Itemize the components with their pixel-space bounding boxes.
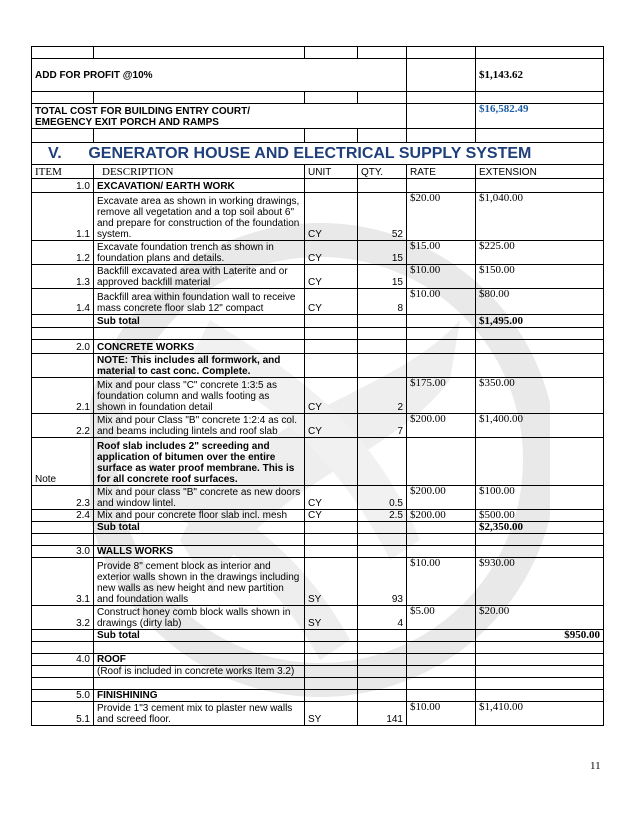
item-qty: 2: [358, 378, 407, 414]
note-text: Roof slab includes 2" screeding and application of bitumen over the entire surface as water proof membrane. This is for all concrete roof surfaces.: [94, 438, 305, 486]
total-cost-amount: $16,582.49: [476, 104, 604, 129]
item-unit: CY: [305, 486, 358, 510]
subtotal-amount: $1,495.00: [476, 315, 604, 328]
item-rate: $5.00: [407, 606, 476, 630]
subtotal-label: Sub total: [94, 522, 305, 534]
item-description: Mix and pour class "B" concrete as new doors and window lintel.: [94, 486, 305, 510]
note-row: [32, 354, 604, 378]
item-number: 1.3: [32, 265, 94, 289]
item-extension: $1,400.00: [476, 414, 604, 438]
section-title: V. GENERATOR HOUSE AND ELECTRICAL SUPPLY SYSTEM: [32, 143, 604, 165]
item-description: Excavate foundation trench as shown in foundation plans and details.: [94, 241, 305, 265]
blank-row: [32, 642, 604, 654]
item-description: Mix and pour class "C" concrete 1:3:5 as foundation column and walls footing as shown in foundation detail: [94, 378, 305, 414]
item-extension: $1,410.00: [476, 702, 604, 726]
table-row: [32, 193, 604, 241]
subtotal-amount: $950.00: [476, 630, 604, 642]
note-row: [32, 438, 604, 486]
item-qty: 4: [358, 606, 407, 630]
section-heading-row: [32, 179, 604, 193]
item-extension: $1,040.00: [476, 193, 604, 241]
item-extension: $20.00: [476, 606, 604, 630]
item-description: Provide 1"3 cement mix to plaster new walls and screed floor.: [94, 702, 305, 726]
item-description: Excavate area as shown in working drawings, remove all vegetation and a top soil about 6" and prepare for construction of the foundation system.: [94, 193, 305, 241]
item-description: Mix and pour concrete floor slab incl. mesh: [94, 510, 305, 522]
page-number: 11: [590, 760, 601, 772]
item-description: Provide 8" cement block as interior and exterior walls shown in the drawings including new walls as new height and new partition and foundation walls: [94, 558, 305, 606]
item-unit: SY: [305, 606, 358, 630]
item-description: FINISHINING: [94, 690, 305, 702]
item-unit: CY: [305, 414, 358, 438]
item-rate: $200.00: [407, 414, 476, 438]
item-rate: $200.00: [407, 486, 476, 510]
item-number: 2.4: [32, 510, 94, 522]
section-heading-row: [32, 546, 604, 558]
item-unit: SY: [305, 558, 358, 606]
section-title-row: [32, 143, 604, 165]
header-unit: UNIT: [305, 165, 358, 179]
item-unit: CY: [305, 241, 358, 265]
table-row: [32, 289, 604, 315]
item-qty: 2.5: [358, 510, 407, 522]
item-unit: CY: [305, 378, 358, 414]
item-qty: 15: [358, 265, 407, 289]
section-heading-row: [32, 340, 604, 354]
item-extension: $100.00: [476, 486, 604, 510]
item-description: Backfill area within foundation wall to receive mass concrete floor slab 12" compact: [94, 289, 305, 315]
item-rate: $20.00: [407, 193, 476, 241]
table-row: [32, 558, 604, 606]
profit-row: [32, 59, 604, 92]
total-cost-label: TOTAL COST FOR BUILDING ENTRY COURT/ EMEGENCY EXIT PORCH AND RAMPS: [32, 104, 407, 129]
remark-row: [32, 666, 604, 678]
item-qty: 15: [358, 241, 407, 265]
profit-label: ADD FOR PROFIT @10%: [32, 59, 407, 92]
item-description: EXCAVATION/ EARTH WORK: [94, 179, 305, 193]
item-extension: $500.00: [476, 510, 604, 522]
item-extension: $225.00: [476, 241, 604, 265]
profit-amount: $1,143.62: [476, 59, 604, 92]
note-label: Note: [32, 438, 94, 486]
item-number: 2.3: [32, 486, 94, 510]
item-extension: $150.00: [476, 265, 604, 289]
table-row: [32, 378, 604, 414]
subtotal-row: [32, 315, 604, 328]
item-number: 1.4: [32, 289, 94, 315]
subtotal-amount: $2,350.00: [476, 522, 604, 534]
item-number: 2.1: [32, 378, 94, 414]
total-cost-row: [32, 104, 604, 129]
item-number: 2.0: [32, 340, 94, 354]
item-rate: $10.00: [407, 558, 476, 606]
table-row: [32, 606, 604, 630]
blank-row: [32, 534, 604, 546]
item-description: Construct honey comb block walls shown in drawings (dirty lab): [94, 606, 305, 630]
item-number: 5.0: [32, 690, 94, 702]
table-row: [32, 265, 604, 289]
table-row: [32, 414, 604, 438]
section-heading-row: [32, 654, 604, 666]
section-heading-row: [32, 690, 604, 702]
item-unit: CY: [305, 289, 358, 315]
item-number: 5.1: [32, 702, 94, 726]
item-extension: $80.00: [476, 289, 604, 315]
table-row: [32, 241, 604, 265]
item-extension: $930.00: [476, 558, 604, 606]
item-unit: CY: [305, 510, 358, 522]
item-description: Backfill excavated area with Laterite and or approved backfill material: [94, 265, 305, 289]
table-row: [32, 486, 604, 510]
item-number: 3.2: [32, 606, 94, 630]
item-qty: 7: [358, 414, 407, 438]
table-row: [32, 702, 604, 726]
blank-row: [32, 328, 604, 340]
item-rate: $10.00: [407, 702, 476, 726]
bill-of-quantities-table: [31, 46, 604, 726]
item-unit: SY: [305, 702, 358, 726]
item-extension: $350.00: [476, 378, 604, 414]
item-description: Mix and pour Class "B" concrete 1:2:4 as col. and beams including lintels and roof slab: [94, 414, 305, 438]
item-rate: $200.00: [407, 510, 476, 522]
item-unit: CY: [305, 265, 358, 289]
note-text: NOTE: This includes all formwork, and material to cast conc. Complete.: [94, 354, 305, 378]
item-description: ROOF: [94, 654, 305, 666]
header-qty: QTY.: [358, 165, 407, 179]
header-item: ITEM: [32, 165, 94, 179]
item-rate: $175.00: [407, 378, 476, 414]
item-number: 3.1: [32, 558, 94, 606]
item-description: CONCRETE WORKS: [94, 340, 305, 354]
header-row: [32, 165, 604, 179]
subtotal-row: [32, 522, 604, 534]
item-qty: 141: [358, 702, 407, 726]
blank-row: [32, 678, 604, 690]
header-rate: RATE: [407, 165, 476, 179]
item-qty: 8: [358, 289, 407, 315]
item-rate: $10.00: [407, 265, 476, 289]
item-qty: 0.5: [358, 486, 407, 510]
item-number: 3.0: [32, 546, 94, 558]
item-number: 2.2: [32, 414, 94, 438]
item-unit: CY: [305, 193, 358, 241]
item-number: 1.1: [32, 193, 94, 241]
item-qty: 93: [358, 558, 407, 606]
item-number: 1.0: [32, 179, 94, 193]
header-extension: EXTENSION: [476, 165, 604, 179]
table-row: [32, 510, 604, 522]
header-description: DESCRIPTION: [94, 165, 305, 179]
item-description: WALLS WORKS: [94, 546, 305, 558]
item-rate: $15.00: [407, 241, 476, 265]
subtotal-label: Sub total: [94, 630, 305, 642]
item-rate: $10.00: [407, 289, 476, 315]
item-number: 4.0: [32, 654, 94, 666]
item-number: 1.2: [32, 241, 94, 265]
subtotal-label: Sub total: [94, 315, 305, 328]
item-qty: 52: [358, 193, 407, 241]
remark-text: (Roof is included in concrete works Item 3.2): [94, 666, 305, 678]
subtotal-row: [32, 630, 604, 642]
